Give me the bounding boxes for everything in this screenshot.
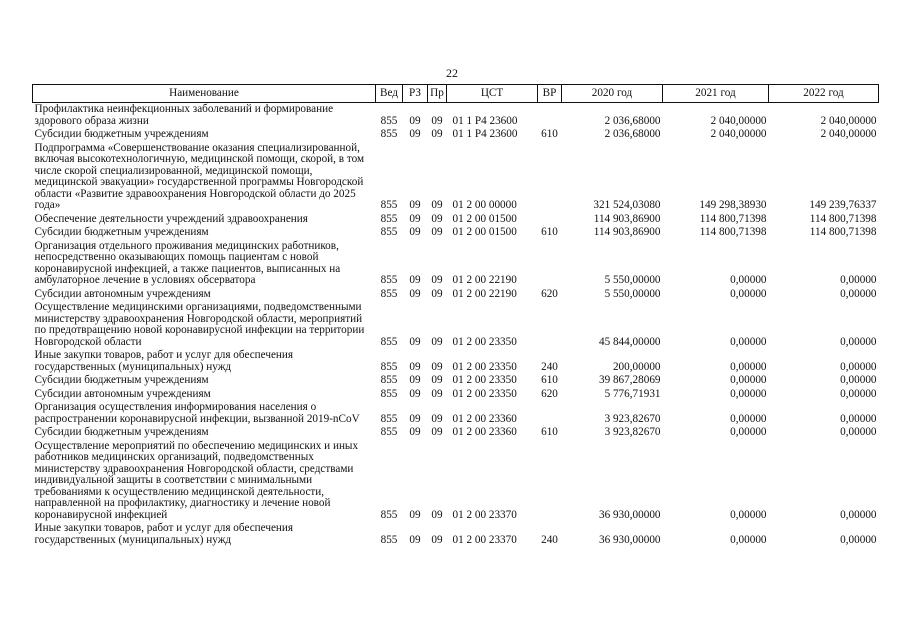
- header-2022: 2022 год: [769, 85, 879, 103]
- cell-rz: 09: [409, 360, 421, 373]
- table-row: [33, 301, 879, 349]
- cell-y2022: 0,00000: [840, 412, 877, 425]
- cell-pr: 09: [431, 374, 443, 386]
- cell-rz: 09: [409, 128, 421, 140]
- cell-y2020: 39 867,28069: [598, 374, 661, 386]
- table-row: [33, 522, 879, 547]
- cell-y2022: 114 800,71398: [809, 226, 877, 238]
- table-header-row: [33, 85, 879, 103]
- cell-y2022: 0,00000: [840, 387, 877, 400]
- cell-vr: 610: [541, 226, 558, 238]
- cell-y2022: 0,00000: [840, 533, 877, 546]
- cell-pr: 09: [431, 274, 443, 286]
- header-2020: 2020 год: [562, 85, 663, 103]
- cell-y2022: 0,00000: [840, 287, 877, 300]
- table-row: [33, 440, 879, 523]
- cell-name: Иные закупки товаров, работ и услуг для обеспечения государственных (муниципальных) нужд: [34, 522, 294, 546]
- cell-y2020: 200,00000: [612, 360, 661, 373]
- cell-rz: 09: [409, 533, 421, 546]
- table-body: [33, 103, 879, 548]
- header-2021: 2021 год: [663, 85, 769, 103]
- cell-name: Субсидии автономным учреждениям: [34, 287, 211, 300]
- cell-y2020: 5 550,00000: [604, 274, 661, 286]
- cell-y2020: 5 550,00000: [604, 287, 661, 300]
- cell-pr: 09: [431, 387, 443, 400]
- cell-y2021: 149 298,38930: [699, 199, 767, 211]
- cell-pr: 09: [431, 287, 443, 300]
- cell-cst: 01 2 00 01500: [452, 226, 517, 238]
- table-row: [33, 142, 879, 213]
- cell-name: Иные закупки товаров, работ и услуг для обеспечения государственных (муниципальных) нужд: [34, 349, 294, 373]
- cell-ved: 855: [380, 426, 398, 438]
- cell-y2021: 2 040,00000: [710, 128, 767, 140]
- cell-cst: 01 1 Р4 23600: [452, 128, 518, 140]
- cell-y2021: 0,00000: [730, 426, 767, 438]
- cell-ved: 855: [380, 212, 398, 225]
- header-rz: РЗ: [403, 85, 428, 103]
- cell-rz: 09: [409, 287, 421, 300]
- cell-name: Субсидии автономным учреждениям: [34, 387, 211, 400]
- cell-y2020: 3 923,82670: [604, 412, 661, 425]
- cell-pr: 09: [431, 212, 443, 225]
- cell-name: Подпрограмма «Совершенствование оказания специализированной, включая высокотехнологичную, медицинской помощи, скорой, в том числе скорой специализированной, медицинской помощи, медицинской эвакуации» государственной программы Новгородской области «Развитие здравоохранения Новгородской области до 2025 года»: [34, 141, 365, 211]
- header-ved: Вед: [376, 85, 403, 103]
- cell-y2020: 45 844,00000: [598, 335, 661, 348]
- cell-cst: 01 2 00 23360: [452, 426, 517, 438]
- cell-rz: 09: [409, 114, 421, 127]
- cell-vr: [538, 240, 562, 288]
- cell-y2022: 0,00000: [840, 374, 877, 386]
- page-number: 22: [446, 66, 458, 80]
- cell-y2021: 2 040,00000: [710, 114, 767, 127]
- cell-name: Осуществление медицинскими организациями, подведомственными министерству здравоохранения Новгородской области, мероприятий по предотвращению новой коронавирусной инфекции на территории Новгородской области: [34, 301, 365, 348]
- header-name: Наименование: [33, 85, 376, 103]
- cell-vr: [538, 301, 562, 349]
- cell-name: Субсидии бюджетным учреждениям: [34, 426, 209, 438]
- cell-pr: 09: [431, 412, 443, 425]
- cell-y2022: 2 040,00000: [820, 114, 877, 127]
- cell-pr: 09: [431, 533, 443, 546]
- cell-name: Субсидии бюджетным учреждениям: [34, 128, 209, 140]
- cell-cst: 01 2 00 01500: [452, 212, 517, 225]
- cell-rz: 09: [409, 199, 421, 211]
- cell-cst: 01 2 00 23350: [452, 360, 517, 373]
- cell-y2022: 0,00000: [840, 335, 877, 348]
- cell-name: Профилактика неинфекционных заболеваний и формирование здорового образа жизни: [34, 103, 334, 127]
- cell-vr: 620: [541, 387, 558, 400]
- cell-y2021: 0,00000: [730, 374, 767, 386]
- table-row: [33, 128, 879, 142]
- cell-ved: 855: [380, 387, 398, 400]
- cell-y2021: 0,00000: [730, 508, 767, 521]
- cell-name: Субсидии бюджетным учреждениям: [34, 226, 209, 238]
- cell-y2020: 3 923,82670: [604, 426, 661, 438]
- cell-vr: 610: [541, 128, 558, 140]
- cell-y2021: 0,00000: [730, 274, 767, 286]
- cell-vr: [538, 213, 562, 227]
- cell-y2022: 0,00000: [840, 360, 877, 373]
- cell-y2020: 114 903,86900: [593, 212, 661, 225]
- cell-rz: 09: [409, 412, 421, 425]
- cell-vr: [538, 440, 562, 523]
- cell-ved: 855: [380, 335, 398, 348]
- cell-cst: 01 2 00 23370: [452, 533, 517, 546]
- cell-vr: 610: [541, 374, 558, 386]
- cell-vr: 240: [541, 360, 558, 373]
- cell-ved: 855: [380, 274, 398, 286]
- cell-rz: 09: [409, 212, 421, 225]
- cell-ved: 855: [380, 533, 398, 546]
- cell-name: Организация отдельного проживания медицинских работников, непосредственно оказывающих помощь пациентам с новой коронавирусной инфекцией, а также пациентов, выписанных на амбулаторное лечение в условиях обсерватора: [34, 239, 341, 286]
- cell-y2020: 2 036,68000: [604, 114, 661, 127]
- cell-vr: 240: [541, 533, 558, 546]
- cell-pr: 09: [431, 128, 443, 140]
- cell-rz: 09: [409, 387, 421, 400]
- cell-y2021: 0,00000: [730, 387, 767, 400]
- cell-name: Осуществление мероприятий по обеспечению медицинских и иных работников медицинских организаций, подведомственных министерству здравоохранения Новгородской области, средствами индивидуальной защиты в соответствии с минимальными требованиями к осуществлению медицинской деятельности, направленной на профилактику, диагностику и лечение новой коронавирусной инфекцией: [34, 439, 359, 521]
- cell-y2020: 5 776,71931: [604, 387, 661, 400]
- cell-vr: [538, 401, 562, 426]
- cell-y2021: 0,00000: [730, 335, 767, 348]
- cell-y2022: 0,00000: [840, 508, 877, 521]
- cell-name: Обеспечение деятельности учреждений здравоохранения: [34, 212, 308, 225]
- cell-y2021: 0,00000: [730, 360, 767, 373]
- cell-vr: 620: [541, 287, 558, 300]
- cell-rz: 09: [409, 374, 421, 386]
- table-row: [33, 374, 879, 388]
- cell-vr: [538, 142, 562, 213]
- cell-cst: 01 2 00 23350: [452, 374, 517, 386]
- cell-rz: 09: [409, 335, 421, 348]
- cell-ved: 855: [380, 226, 398, 238]
- cell-rz: 09: [409, 426, 421, 438]
- cell-cst: 01 2 00 22190: [452, 287, 517, 300]
- cell-ved: 855: [380, 412, 398, 425]
- table-row: [33, 401, 879, 426]
- cell-y2022: 0,00000: [840, 274, 877, 286]
- table-row: [33, 240, 879, 288]
- table-row: [33, 388, 879, 402]
- cell-pr: 09: [431, 335, 443, 348]
- cell-y2022: 2 040,00000: [820, 128, 877, 140]
- cell-rz: 09: [409, 508, 421, 521]
- cell-y2020: 36 930,00000: [598, 508, 661, 521]
- cell-pr: 09: [431, 226, 443, 238]
- cell-pr: 09: [431, 360, 443, 373]
- cell-rz: 09: [409, 274, 421, 286]
- cell-ved: 855: [380, 287, 398, 300]
- cell-cst: 01 2 00 23370: [452, 508, 517, 521]
- cell-y2021: 0,00000: [730, 533, 767, 546]
- cell-y2022: 0,00000: [840, 426, 877, 438]
- table-row: [33, 426, 879, 440]
- cell-cst: 01 2 00 23350: [452, 335, 517, 348]
- cell-cst: 01 1 Р4 23600: [452, 114, 518, 127]
- cell-y2020: 36 930,00000: [598, 533, 661, 546]
- cell-cst: 01 2 00 23360: [452, 412, 517, 425]
- cell-y2021: 0,00000: [730, 287, 767, 300]
- cell-y2022: 114 800,71398: [809, 212, 877, 225]
- table-row: [33, 103, 879, 129]
- cell-y2020: 114 903,86900: [593, 226, 661, 238]
- header-cst: ЦСТ: [447, 85, 538, 103]
- cell-ved: 855: [380, 199, 398, 211]
- cell-y2020: 2 036,68000: [604, 128, 661, 140]
- cell-cst: 01 2 00 00000: [452, 199, 517, 211]
- cell-vr: 610: [541, 426, 558, 438]
- cell-y2021: 0,00000: [730, 412, 767, 425]
- table-row: [33, 349, 879, 374]
- cell-rz: 09: [409, 226, 421, 238]
- table-row: [33, 226, 879, 240]
- cell-vr: [538, 103, 562, 129]
- cell-pr: 09: [431, 114, 443, 127]
- cell-name: Субсидии бюджетным учреждениям: [34, 374, 209, 386]
- cell-pr: 09: [431, 199, 443, 211]
- cell-ved: 855: [380, 360, 398, 373]
- cell-ved: 855: [380, 128, 398, 140]
- table-row: [33, 288, 879, 302]
- cell-y2020: 321 524,03080: [593, 199, 661, 211]
- header-vr: ВР: [538, 85, 562, 103]
- cell-pr: 09: [431, 426, 443, 438]
- cell-y2021: 114 800,71398: [699, 226, 767, 238]
- cell-name: Организация осуществления информирования населения о распространении коронавирусной инфекции, вызванной 2019-nCoV: [34, 401, 360, 425]
- cell-cst: 01 2 00 23350: [452, 387, 517, 400]
- cell-y2022: 149 239,76337: [809, 199, 877, 211]
- cell-y2021: 114 800,71398: [699, 212, 767, 225]
- header-pr: Пр: [428, 85, 447, 103]
- cell-cst: 01 2 00 22190: [452, 274, 517, 286]
- cell-pr: 09: [431, 508, 443, 521]
- cell-ved: 855: [380, 114, 398, 127]
- table-row: [33, 213, 879, 227]
- cell-ved: 855: [380, 508, 398, 521]
- budget-table: [32, 84, 879, 547]
- cell-ved: 855: [380, 374, 398, 386]
